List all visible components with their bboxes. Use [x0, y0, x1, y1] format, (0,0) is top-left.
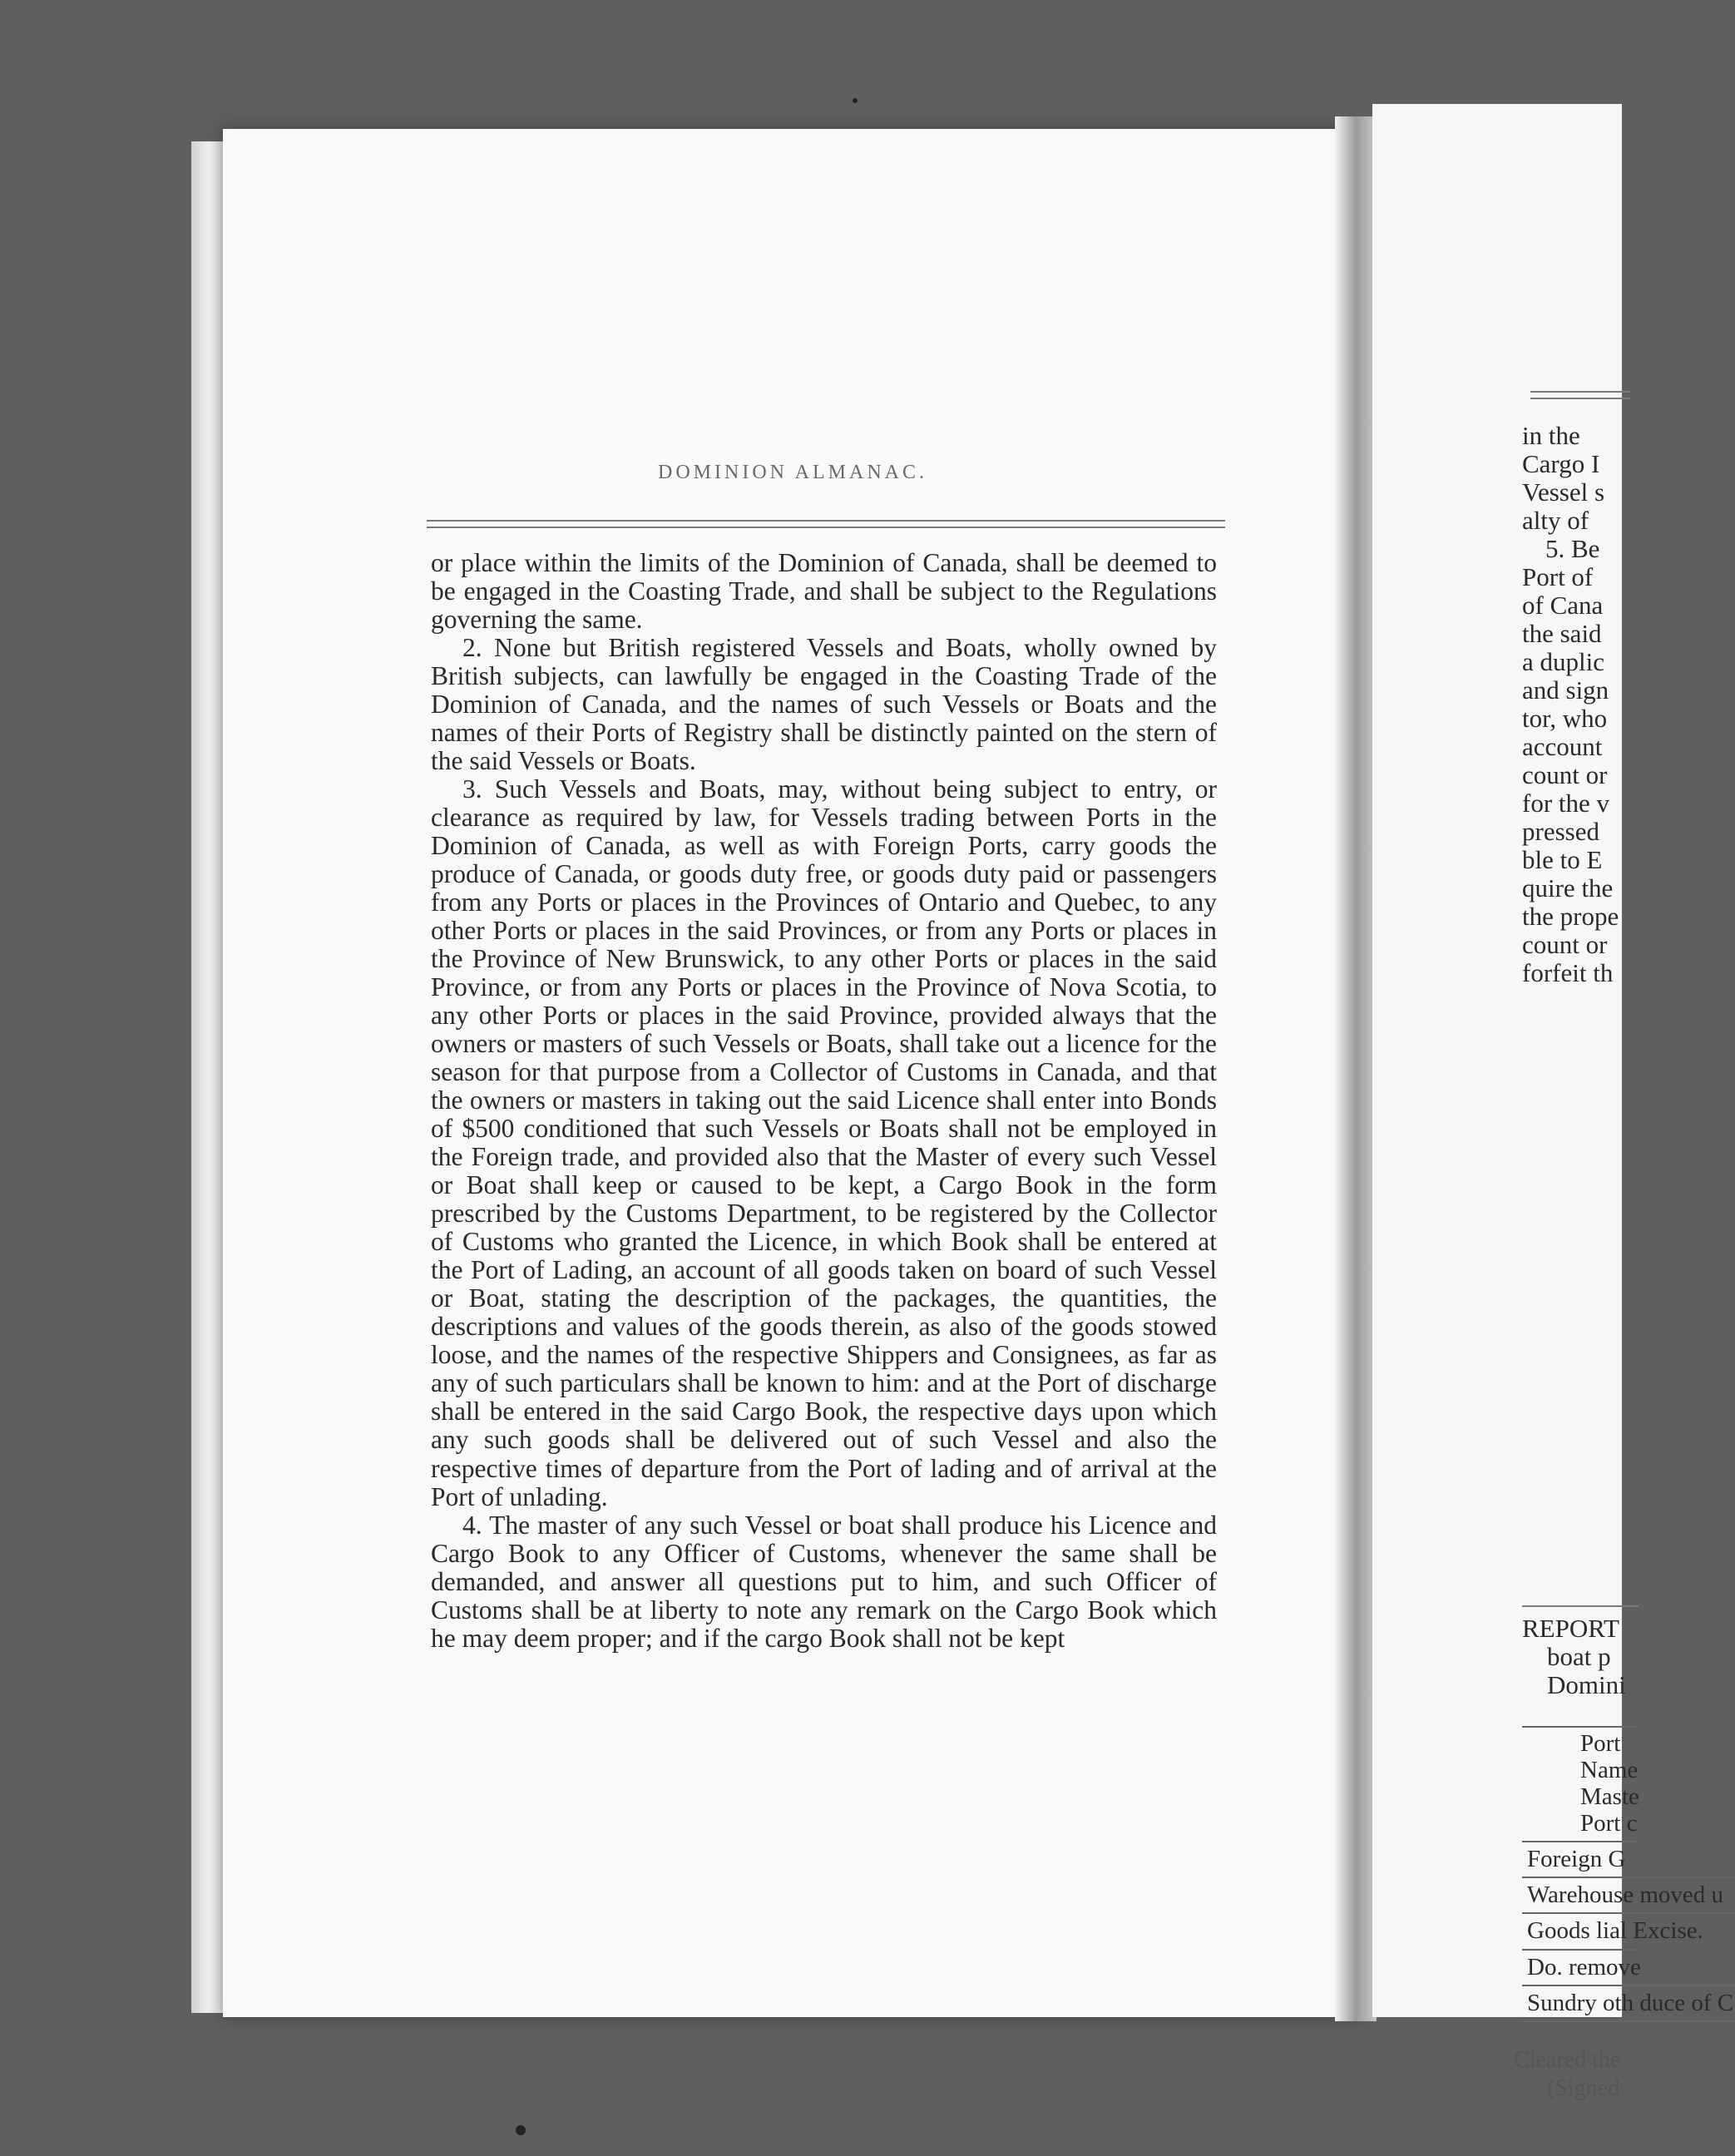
text-line: for the v [1522, 789, 1610, 818]
text-line: Domini [1547, 1670, 1626, 1700]
right-header-rule-bottom [1530, 398, 1630, 399]
text-line: Port of [1522, 562, 1594, 591]
right-page [1372, 104, 1734, 2101]
text-line: Name [1580, 1756, 1639, 1783]
text-line: boat p [1547, 1642, 1611, 1671]
left-page [223, 129, 1362, 2017]
report-title: REPORT [1522, 1614, 1619, 1643]
text-line: quire the [1522, 873, 1614, 902]
header-rule-bottom [427, 527, 1225, 528]
table-header [1522, 1726, 1639, 1841]
report-table [1522, 1726, 1734, 2022]
running-head: DOMINION ALMANAC. [658, 462, 927, 483]
table-row: Foreign G [1522, 1841, 1639, 1877]
page-edges [191, 141, 225, 2013]
right-header-rule-top [1530, 391, 1630, 393]
dust-speck [516, 2125, 526, 2135]
text-line: Cargo I [1522, 449, 1600, 478]
paragraph: 4. The master of any such Vessel or boat shall produce his Licence and Cargo Book to any Officer of Customs, whenever the same shall be demanded, and answer all questions put to him, and such Officer of Customs shall be at liberty to note any remark on the Cargo Book which he may deem proper; and if the cargo Book shall not be kept [431, 1510, 1217, 1653]
text-line: in the [1522, 421, 1580, 450]
text-line: a duplic [1522, 647, 1604, 676]
text-line: forfeit th [1522, 958, 1614, 987]
paragraph: 2. None but British registered Vessels and Boats, wholly owned by British subjects, can lawfully be engaged in the Coasting Trade of the Dominion of Canada, and the names of such Vessels or Boats and the names of their Ports of Registry shall be distinctly painted on the stern of the said Vessels or Boats. [431, 633, 1217, 776]
text-line: account [1522, 732, 1603, 761]
text-line: Vessel s [1522, 477, 1605, 507]
text-line: tor, who [1522, 704, 1608, 733]
report-rule [1522, 1605, 1639, 1607]
text-line: ble to E [1522, 845, 1603, 874]
paragraph: or place within the limits of the Dominion of Canada, shall be deemed to be engaged in the Coasting Trade, and shall be subject to the Regulations governing the same. [431, 548, 1217, 635]
table-row: Do. remove [1522, 1949, 1639, 1985]
text-line: Cleared the [1514, 2047, 1621, 2073]
paragraph: 3. Such Vessels and Boats, may, without being subject to entry, or clearance as required by law, for Vessels trading between Ports in the Dominion of Canada, as well as with Foreign Ports, carry goods the produce of Canada, or goods duty free, or goods duty paid or passengers from any Ports or places in the Provinces of Ontario and Quebec, to any other Ports or places in the said Provinces, or from any Ports or places in the Province of New Brunswick, to any other Ports or places in the said Province, or from any Ports or places in the Province of Nova Scotia, to any other Ports or places in the said Province, provided always that the owners or masters of such Vessels or Boats, shall take out a licence for the season for that purpose from a Collector of Customs in Canada, and that the owners or masters in taking out the said Licence shall enter into Bonds of $500 conditioned that such Vessels or Boats shall not be employed in the Foreign trade, and provided also that the Master of every such Vessel or Boat shall keep or caused to be kept, a Cargo Book in the form prescribed by the Customs Department, to be registered by the Collector of Customs who granted the Licence, in which Book shall be entered at the Port of Lading, an account of all goods taken on board of such Vessel or Boat, stating the description of the packages, the quantities, the descriptions and values of the goods therein, as also of the goods stowed loose, and the names of the respective Shippers and Consignees, as far as any of such particulars shall be known to him: and at the Port of discharge shall be entered in the said Cargo Book, the respective days upon which any such goods shall be delivered out of such Vessel and also the respective times of departure from the Port of lading and of arrival at the Port of unlading. [431, 774, 1217, 1511]
text-line: alty of [1522, 506, 1589, 535]
table-row: Goods lial Excise. [1522, 1912, 1735, 1948]
table-row: Warehouse moved u [1522, 1877, 1735, 1912]
text-line: count or [1522, 930, 1608, 959]
header-rule-top [427, 520, 1225, 522]
table-row: Sundry oth duce of C [1522, 1985, 1735, 2022]
report-subtitle [1547, 1643, 1647, 1699]
text-line: and sign [1522, 675, 1609, 705]
dust-speck [853, 98, 858, 103]
text-line: Port c [1580, 1809, 1638, 1837]
book-gutter [1335, 116, 1377, 2021]
body-text [431, 549, 1217, 1653]
text-line: Maste [1580, 1783, 1639, 1810]
right-column-text [1522, 422, 1655, 987]
text-line: 5. Be [1545, 534, 1600, 563]
text-line: the prope [1522, 902, 1619, 931]
text-line: of Cana [1522, 591, 1604, 620]
text-line: Port [1580, 1730, 1621, 1757]
text-line: (Signed [1547, 2074, 1620, 2101]
text-line: count or [1522, 760, 1608, 789]
right-footer [1514, 2046, 1639, 2102]
text-line: the said [1522, 619, 1602, 648]
text-line: pressed [1522, 817, 1599, 846]
